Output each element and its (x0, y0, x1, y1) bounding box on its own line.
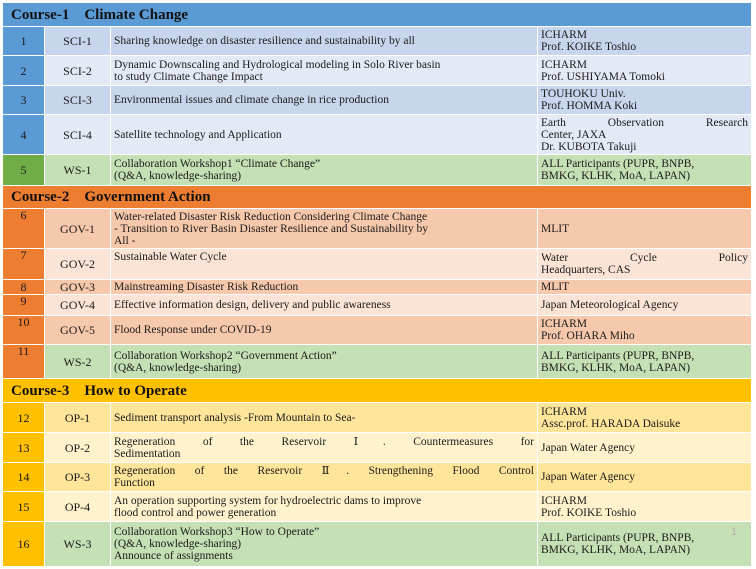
lecturer-line: Center, JAXA (541, 128, 607, 141)
lecture-title (111, 209, 538, 249)
lecture-code: GOV-2 (45, 249, 111, 280)
table-row (3, 209, 752, 249)
lecturer-line: ICHARM (541, 494, 588, 507)
table-row (3, 155, 752, 186)
lecturer (538, 209, 752, 249)
lecturer-line: MLIT (541, 281, 570, 293)
lecture-title (111, 492, 538, 522)
lecture-code: GOV-4 (45, 295, 111, 316)
table-row (3, 403, 752, 433)
lecturer (538, 86, 752, 115)
lecture-code: GOV-3 (45, 280, 111, 295)
row-number: 11 (3, 345, 45, 379)
table-row (3, 433, 752, 463)
lecture-code: SCI-3 (45, 86, 111, 115)
lecture-code: GOV-5 (45, 316, 111, 345)
row-number: 8 (3, 280, 45, 295)
row-number: 5 (3, 155, 45, 186)
lecturer (538, 433, 752, 463)
lecturer (538, 403, 752, 433)
lecturer-line: Prof. OHARA Miho (541, 330, 635, 342)
lecturer-line: Prof. USHIYAMA Tomoki (541, 70, 665, 83)
lecture-code: OP-4 (45, 492, 111, 522)
lecture-title-line: flood control and power generation (114, 506, 277, 519)
lecture-title-line: Sedimentation (114, 447, 181, 460)
lecturer (538, 295, 752, 316)
lecture-title-line: to study Climate Change Impact (114, 70, 263, 83)
table-row (3, 56, 752, 86)
lecture-title-line: Satellite technology and Application (114, 128, 282, 141)
lecture-title-line: Announce of assignments (114, 550, 233, 562)
lecture-title-line: Water-related Disaster Risk Reduction Considering Climate Change (114, 210, 428, 223)
lecture-code: SCI-2 (45, 56, 111, 86)
lecture-title-line: Sustainable Water Cycle (114, 251, 227, 263)
table-row (3, 492, 752, 522)
lecturer (538, 155, 752, 186)
lecture-title-line: Effective information design, delivery and public awareness (114, 299, 391, 311)
row-number: 1 (3, 27, 45, 56)
lecturer-line: Prof. HOMMA Koki (541, 100, 638, 112)
lecturer (538, 115, 752, 155)
row-number: 13 (3, 433, 45, 463)
row-number: 2 (3, 56, 45, 86)
table-row (3, 280, 752, 295)
lecture-code: WS-2 (45, 345, 111, 379)
lecturer-line: Japan Water Agency (541, 441, 636, 454)
lecturer-line: Japan Meteorological Agency (541, 299, 679, 311)
row-number: 7 (3, 249, 45, 280)
table-row (3, 249, 752, 280)
lecture-title-line: An operation supporting system for hydroelectric dams to improve (114, 494, 422, 507)
page-number: 1 (731, 526, 738, 538)
lecturer (538, 522, 752, 567)
lecture-code: GOV-1 (45, 209, 111, 249)
lecture-code: WS-1 (45, 155, 111, 186)
lecture-code: OP-2 (45, 433, 111, 463)
table-row (3, 522, 752, 567)
lecturer-line: BMKG, KLHK, MoA, LAPAN) (541, 170, 691, 182)
lecture-title (111, 316, 538, 345)
table-row (3, 295, 752, 316)
table-row (3, 27, 752, 56)
lecture-title-line: Regeneration of the Reservoir Ⅱ. Strengthening Flood Control (114, 465, 534, 477)
lecture-title-line: (Q&A, knowledge-sharing) (114, 361, 242, 374)
lecturer-line: ALL Participants (PUPR, BNPB, (541, 532, 695, 544)
lecture-title (111, 522, 538, 567)
lecture-title-line: (Q&A, knowledge-sharing) (114, 170, 242, 182)
row-number: 14 (3, 463, 45, 492)
lecturer (538, 463, 752, 492)
lecturer-line: BMKG, KLHK, MoA, LAPAN) (541, 544, 691, 556)
lecture-title-line: Collaboration Workshop2 “Government Action” (114, 349, 337, 362)
row-number: 6 (3, 209, 45, 249)
lecture-title-line: Flood Response under COVID-19 (114, 324, 272, 336)
row-number: 16 (3, 522, 45, 567)
lecture-title (111, 86, 538, 115)
lecture-title-line: Mainstreaming Disaster Risk Reduction (114, 281, 299, 293)
lecture-title-line: Environmental issues and climate change in rice production (114, 94, 389, 106)
lecturer (538, 345, 752, 379)
row-number: 10 (3, 316, 45, 345)
lecturer-line: ALL Participants (PUPR, BNPB, (541, 158, 695, 170)
lecture-title (111, 463, 538, 492)
lecturer-line: Prof. KOIKE Toshio (541, 506, 637, 519)
lecture-title (111, 155, 538, 186)
lecture-title (111, 295, 538, 316)
lecture-title (111, 403, 538, 433)
lecturer-line: BMKG, KLHK, MoA, LAPAN) (541, 361, 691, 374)
lecture-title-line: Dynamic Downscaling and Hydrological modeling in Solo River basin (114, 58, 441, 71)
course-3-title: Course-3 How to Operate (3, 379, 752, 403)
lecture-title (111, 249, 538, 280)
lecturer (538, 316, 752, 345)
lecture-title (111, 345, 538, 379)
lecture-title-line: Collaboration Workshop3 “How to Operate” (114, 526, 320, 538)
lecturer-line: ICHARM (541, 405, 588, 418)
lecture-title (111, 280, 538, 295)
lecturer-line: ICHARM (541, 29, 588, 41)
lecturer-line: ALL Participants (PUPR, BNPB, (541, 349, 695, 362)
lecture-title-line: All - (114, 234, 136, 247)
row-number: 9 (3, 295, 45, 316)
row-number: 4 (3, 115, 45, 155)
lecturer-line: Dr. KUBOTA Takuji (541, 140, 637, 153)
lecturer-line: Earth Observation Research (541, 116, 749, 129)
row-number: 12 (3, 403, 45, 433)
lecturer (538, 56, 752, 86)
table-row (3, 115, 752, 155)
lecturer-line: Water Cycle Policy (541, 252, 749, 264)
course-2-title: Course-2 Government Action (3, 186, 752, 209)
lecturer-line: Headquarters, CAS (541, 264, 631, 276)
course-header (3, 186, 752, 209)
lecturer-line: MLIT (541, 222, 570, 235)
lecturer-line: ICHARM (541, 58, 588, 71)
lecture-title (111, 115, 538, 155)
lecturer-line: TOUHOKU Univ. (541, 88, 626, 100)
course-header (3, 379, 752, 403)
lecture-title-line: Function (114, 477, 155, 489)
table-row (3, 86, 752, 115)
lecture-title (111, 433, 538, 463)
row-number: 3 (3, 86, 45, 115)
lecture-title-line: (Q&A, knowledge-sharing) (114, 538, 242, 550)
lecturer-line: Assc.prof. HARADA Daisuke (541, 417, 681, 430)
lecture-code: SCI-4 (45, 115, 111, 155)
lecture-title-line: Sharing knowledge on disaster resilience and sustainability by all (114, 35, 415, 47)
lecture-title (111, 56, 538, 86)
lecture-code: SCI-1 (45, 27, 111, 56)
lecturer (538, 492, 752, 522)
lecture-title-line: Collaboration Workshop1 “Climate Change” (114, 158, 321, 170)
course-1-title: Course-1 Climate Change (3, 3, 752, 27)
lecturer-line: Prof. KOIKE Toshio (541, 41, 637, 53)
lecturer (538, 27, 752, 56)
table-row (3, 345, 752, 379)
lecture-title (111, 27, 538, 56)
lecture-title-line: Sediment transport analysis -From Mountain to Sea- (114, 411, 356, 424)
table-row (3, 463, 752, 492)
lecture-code: OP-3 (45, 463, 111, 492)
lecture-code: OP-1 (45, 403, 111, 433)
row-number: 15 (3, 492, 45, 522)
lecture-schedule-table (2, 2, 752, 567)
lecturer (538, 280, 752, 295)
lecture-code: WS-3 (45, 522, 111, 567)
lecture-title-line: - Transition to River Basin Disaster Resilience and Sustainability by (114, 222, 428, 235)
lecture-title-line: Regeneration of the Reservoir Ⅰ. Countermeasures for (114, 435, 534, 448)
course-header (3, 3, 752, 27)
lecturer-line: Japan Water Agency (541, 471, 636, 483)
lecturer (538, 249, 752, 280)
table-row (3, 316, 752, 345)
lecturer-line: ICHARM (541, 318, 588, 330)
